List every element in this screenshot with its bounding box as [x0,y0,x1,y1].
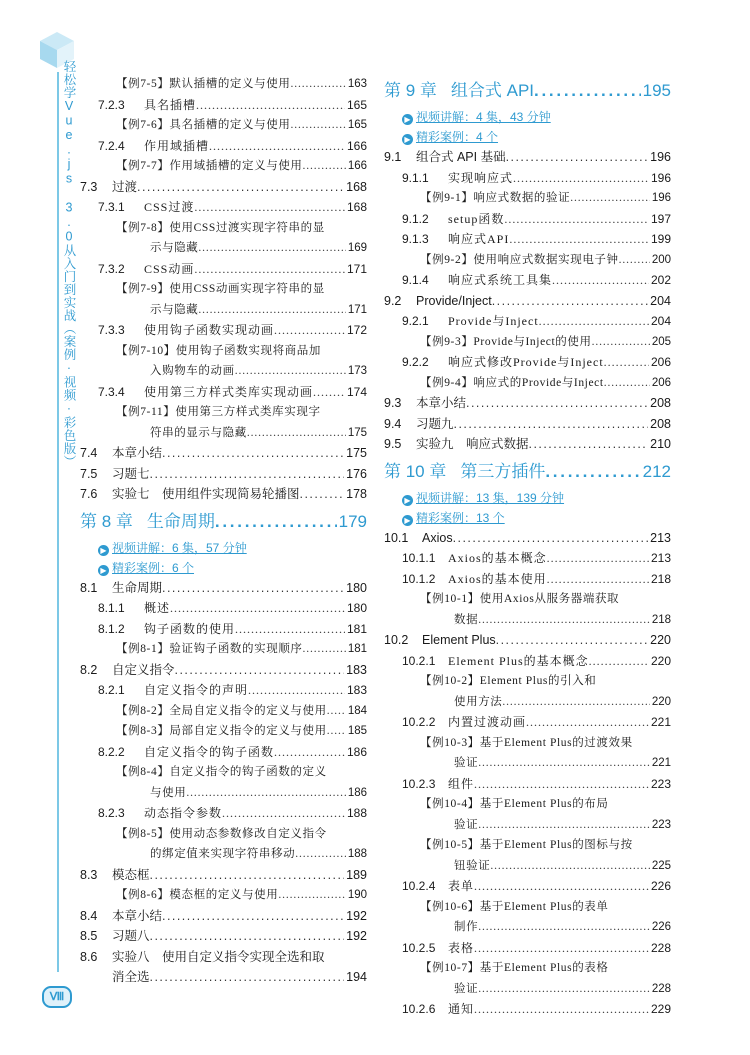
toc-entry[interactable]: 7.4 本章小结 . . . 175 [80,443,367,464]
toc-entry[interactable]: 验证 . . . 223 [384,815,671,836]
toc-entry[interactable]: 9.2.1 Provide与Inject . . . 204 [384,311,671,332]
video-info[interactable]: ▶ 视频讲解：6 集，57 分钟 [80,538,367,558]
toc-entry[interactable]: 10.2.2 内置过渡动画 . . . 221 [384,712,671,733]
toc-entry[interactable]: 7.5 习题七 . . . 176 [80,464,367,485]
toc-entry[interactable]: 【例9-3】Provide与Inject的使用 . . . 205 [384,332,671,353]
book-title: 轻松学Vue.js 3.0从入门到实战（案例·视频·彩色版） [62,60,76,468]
toc-entry[interactable]: 10.2.6 通知 . . . 229 [384,999,671,1020]
toc-entry[interactable]: 使用方法 . . . 220 [384,692,671,713]
toc-entry[interactable]: 10.1 Axios . . . 213 [384,528,671,549]
toc-entry[interactable]: 制作 . . . 226 [384,917,671,938]
chapter-heading[interactable]: 第 10 章 第三方插件 . . . 212 [384,455,671,488]
toc-entry-line[interactable]: 【例10-7】基于Element Plus的表格 [420,962,609,974]
toc-entry[interactable]: 8.2.3 动态指令参数 . . . 188 [80,803,367,824]
toc-entry[interactable]: 7.3 过渡 . . . 168 [80,177,367,198]
video-info[interactable]: ▶ 视频讲解：13 集，139 分钟 [384,488,671,508]
toc-entry[interactable]: 符串的显示与隐藏 . . . 175 [80,423,367,444]
toc-entry[interactable]: 【例8-2】全局自定义指令的定义与使用 . . . 184 [80,701,367,722]
toc-entry[interactable]: 10.2.3 组件 . . . 223 [384,774,671,795]
toc-entry[interactable]: 7.3.1 CSS过渡 . . . 168 [80,197,367,218]
toc-entry-line[interactable]: 【例10-6】基于Element Plus的表单 [420,900,609,913]
toc-entry[interactable]: 钮验证 . . . 225 [384,856,671,877]
toc-entry[interactable]: 9.1 组合式 API 基础 . . . 196 [384,147,671,168]
toc-entry[interactable]: 【例9-1】响应式数据的验证 . . . 196 [384,188,671,209]
toc-entry[interactable]: 7.3.3 使用钩子函数实现动画 . . . 172 [80,320,367,341]
toc-entry[interactable]: 【例9-2】使用响应式数据实现电子钟 . . . 200 [384,250,671,271]
toc-entry-line[interactable]: 【例7-8】使用CSS过渡实现字符串的显 [116,221,325,234]
toc-entry-line[interactable]: 【例10-4】基于Element Plus的布局 [420,798,609,810]
case-info[interactable]: ▶ 精彩案例：13 个 [384,508,671,528]
toc-entry[interactable]: 8.3 模态框 . . . 189 [80,865,367,886]
toc-entry-line[interactable]: 【例10-5】基于Element Plus的图标与按 [420,839,633,851]
toc-entry[interactable]: 8.1.2 钩子函数的使用 . . . 181 [80,619,367,640]
toc-entry[interactable]: 9.1.2 setup函数 . . . 197 [384,209,671,230]
toc-entry[interactable]: 8.2.1 自定义指令的声明 . . . 183 [80,680,367,701]
toc-entry[interactable]: 验证 . . . 228 [384,979,671,1000]
toc-entry-line[interactable]: 【例7-9】使用CSS动画实现字符串的显 [116,283,325,295]
toc-entry[interactable]: 9.1.3 响应式API . . . 199 [384,229,671,250]
toc-right-column [384,74,671,1020]
toc-entry[interactable]: 7.6 实验七 使用组件实现简易轮播图 . . . 178 [80,484,367,505]
toc-entry[interactable]: 数据 . . . 218 [384,610,671,631]
toc-entry[interactable]: 7.3.4 使用第三方样式类库实现动画 . . . 174 [80,382,367,403]
chapter-heading[interactable]: 第 9 章 组合式 API . . . 195 [384,74,671,107]
toc-entry[interactable]: 9.1.4 响应式系统工具集 . . . 202 [384,270,671,291]
toc-entry[interactable]: 10.1.2 Axios的基本使用 . . . 218 [384,569,671,590]
toc-entry[interactable]: 入购物车的动画 . . . 173 [80,361,367,382]
toc-entry[interactable]: 【例7-7】作用域插槽的定义与使用 . . . 166 [80,156,367,177]
case-icon: ▶ [98,565,109,576]
case-info[interactable]: ▶ 精彩案例：6 个 [80,558,367,578]
toc-entry[interactable]: 10.2 Element Plus . . . 220 [384,630,671,651]
toc-entry[interactable]: 8.1 生命周期 . . . 180 [80,578,367,599]
toc-entry[interactable]: 9.1.1 实现响应式 . . . 196 [384,168,671,189]
side-bar [0,0,76,1055]
video-icon: ▶ [98,545,109,556]
video-info[interactable]: ▶ 视频讲解：4 集，43 分钟 [384,107,671,127]
toc-entry-line[interactable]: 【例7-11】使用第三方样式类库实现字 [116,406,321,418]
toc-entry[interactable]: 【例8-1】验证钩子函数的实现顺序 . . . 181 [80,639,367,660]
page-number: Ⅷ [42,986,72,1008]
toc-entry-line[interactable]: 【例8-4】自定义指令的钩子函数的定义 [116,766,327,778]
toc-entry[interactable]: 8.5 习题八 . . . 192 [80,926,367,947]
toc-entry-line[interactable]: 【例10-3】基于Element Plus的过渡效果 [420,736,633,749]
toc-entry[interactable]: 7.3.2 CSS动画 . . . 171 [80,259,367,280]
chapter-heading[interactable]: 第 8 章 生命周期 . . . 179 [80,505,367,538]
toc-entry[interactable]: 消全选 . . . 194 [80,967,367,988]
toc-entry[interactable]: 9.2.2 响应式修改Provide与Inject . . . 206 [384,352,671,373]
toc-entry-line[interactable]: 【例7-10】使用钩子函数实现将商品加 [116,344,321,357]
case-icon: ▶ [402,134,413,145]
toc-entry[interactable]: 10.1.1 Axios的基本概念 . . . 213 [384,548,671,569]
toc-entry-line[interactable]: 【例8-5】使用动态参数修改自定义指令 [116,827,327,840]
toc-entry-line[interactable]: 【例10-2】Element Plus的引入和 [420,675,597,687]
toc-entry[interactable]: 的绑定值来实现字符串移动 . . . 188 [80,844,367,865]
toc-entry[interactable]: 示与隐藏 . . . 169 [80,238,367,259]
toc-entry[interactable]: 8.2.2 自定义指令的钩子函数 . . . 186 [80,742,367,763]
toc-entry[interactable]: 与使用 . . . 186 [80,783,367,804]
toc-entry[interactable]: 验证 . . . 221 [384,753,671,774]
toc-entry[interactable]: 9.2 Provide/Inject . . . 204 [384,291,671,312]
toc-entry[interactable]: 【例8-6】模态框的定义与使用 . . . 190 [80,885,367,906]
toc-entry[interactable]: 8.1.1 概述 . . . 180 [80,598,367,619]
toc-entry[interactable]: 【例7-5】默认插槽的定义与使用 . . . 163 [80,74,367,95]
toc-entry[interactable]: 8.2 自定义指令 . . . 183 [80,660,367,681]
video-icon: ▶ [402,495,413,506]
toc-entry-line[interactable]: 8.6 实验八 使用自定义指令实现全选和取 [80,949,325,964]
toc-entry[interactable]: 9.4 习题九 . . . 208 [384,414,671,435]
toc-entry[interactable]: 【例7-6】具名插槽的定义与使用 . . . 165 [80,115,367,136]
toc-left-column [80,74,367,988]
toc-entry[interactable]: 10.2.5 表格 . . . 228 [384,938,671,959]
toc-entry[interactable]: 9.5 实验九 响应式数据 . . . 210 [384,434,671,455]
toc-entry[interactable]: 7.2.3 具名插槽 . . . 165 [80,95,367,116]
toc-entry[interactable]: 10.2.4 表单 . . . 226 [384,876,671,897]
toc-entry-line[interactable]: 【例10-1】使用Axios从服务器端获取 [420,593,620,605]
video-icon: ▶ [402,114,413,125]
toc-entry[interactable]: 【例8-3】局部自定义指令的定义与使用 . . . 185 [80,721,367,742]
toc-entry[interactable]: 7.2.4 作用域插槽 . . . 166 [80,136,367,157]
toc-entry[interactable]: 【例9-4】响应式的Provide与Inject . . . 206 [384,373,671,394]
case-info[interactable]: ▶ 精彩案例：4 个 [384,127,671,147]
toc-entry[interactable]: 示与隐藏 . . . 171 [80,300,367,321]
toc-entry[interactable]: 9.3 本章小结 . . . 208 [384,393,671,414]
toc-entry[interactable]: 8.4 本章小结 . . . 192 [80,906,367,927]
toc-entry[interactable]: 10.2.1 Element Plus的基本概念 . . . 220 [384,651,671,672]
case-icon: ▶ [402,515,413,526]
